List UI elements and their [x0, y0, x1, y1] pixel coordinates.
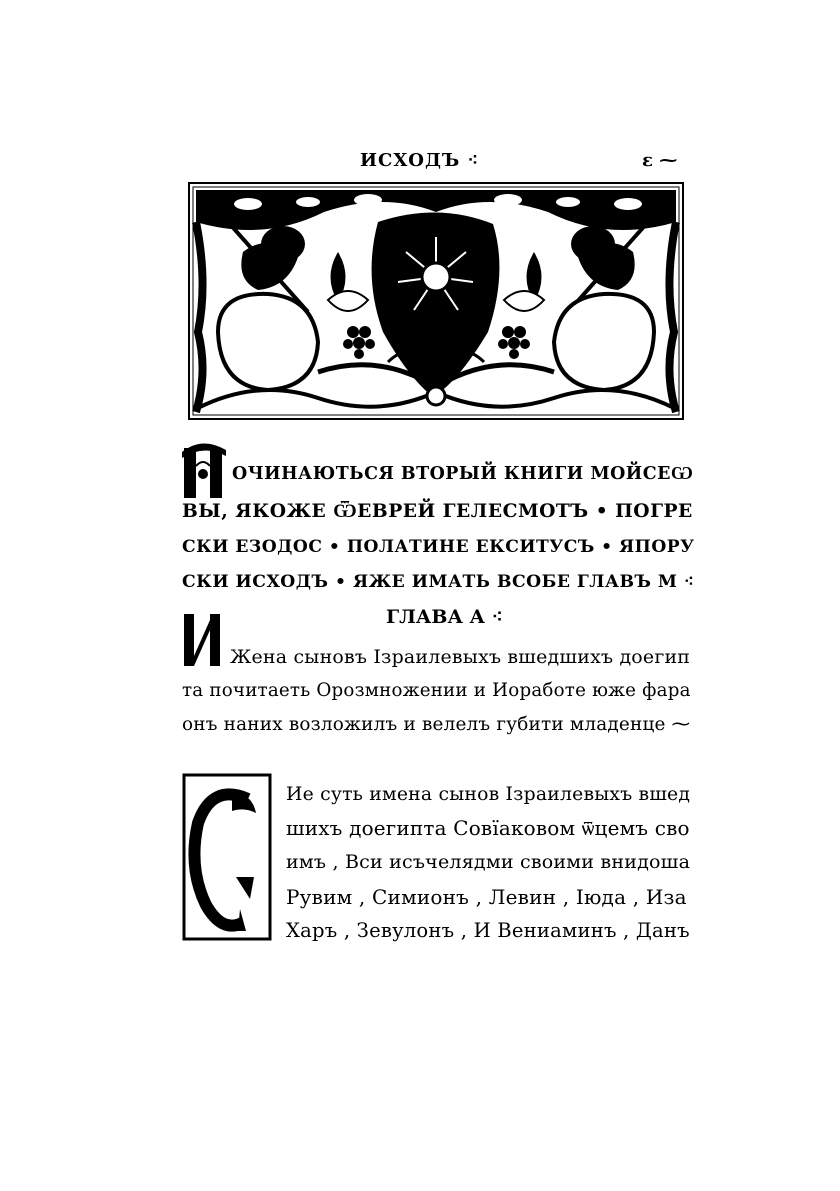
intro-line-4: СКИ ИСХОДЪ • ЯЖЕ ИМАТЬ ВСОБЕ ГЛАВЪ М ⁖ — [182, 572, 695, 592]
text-line-2: шихъ доегипта Совїаковом ѿцемъ сво — [286, 816, 690, 840]
intro-line-1: ОЧИНАЮТЬСЯ ВТОРЫЙ КНИГИ МОЙСЕѠ — [232, 464, 694, 484]
intro-line-2: ВЫ, ЯКОЖЕ ѾЕВРЕЙ ГЕЛЕСМОТЪ • ПОГРЕ — [182, 500, 693, 522]
running-title: ИСХОДЪ ⁖ — [360, 150, 480, 171]
chapter-summary-line-2: та почитаеть Орозмножении и Иоработе юже фара — [182, 680, 691, 701]
chapter-heading: ГЛАВА А ⁖ — [386, 606, 503, 628]
chapter-summary-line-3: онъ наних возложилъ и велелъ губити младенце ⁓ — [182, 714, 691, 735]
woodcut-headpiece-icon — [188, 182, 684, 420]
intro-line-3: СКИ ЕЗОДОС • ПОЛАТИНЕ ЕКСИТУСЪ • ЯПОРУ — [182, 537, 695, 557]
text-line-4: Рувим , Симионъ , Левин , Іюда , Иза — [286, 885, 687, 909]
chapter-summary-line-1: Жена сыновъ Ізраилевыхъ вшедшихъ доегип — [230, 646, 691, 668]
folio-number: ε ⁓ — [642, 150, 678, 171]
initial-letter-i-icon — [182, 610, 224, 668]
initial-letter-p-icon — [182, 440, 228, 500]
text-line-5: Харъ , Зевулонъ , И Вениаминъ , Данъ — [286, 919, 690, 942]
initial-letter-s-icon — [182, 773, 272, 941]
text-line-3: имъ , Вси исъчелядми своими внидоша — [286, 851, 691, 873]
text-line-1: Ие суть имена сынов Ізраилевыхъ вшед — [286, 784, 691, 805]
